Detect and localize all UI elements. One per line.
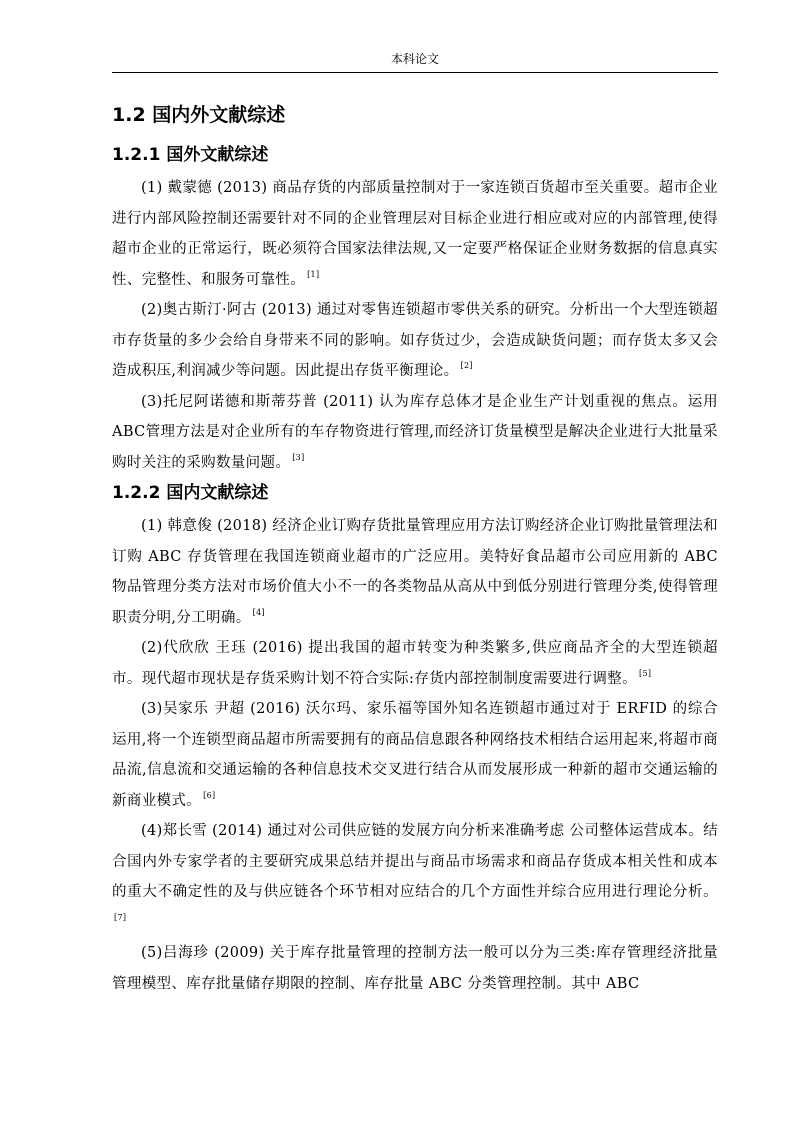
paragraph (112, 816, 718, 938)
citation-marker: [1] (307, 269, 320, 279)
subsection-heading-foreign: 1.2.1 国外文献综述 (112, 145, 269, 165)
running-header: 本科论文 (390, 52, 439, 66)
citation-marker: [7] (114, 912, 127, 922)
paragraph-text: (3)托尼阿诺德和斯蒂芬普 (2011) 认为库存总体才是企业生产计划重视的焦点。运用ABC管理方法是对企业所有的车存物资进行管理,而经济订货量模型是解决企业进行大批量采购时关注的采购数量问题。 (112, 393, 718, 471)
section-heading: 1.2 国内外文献综述 (112, 104, 286, 126)
page-body (112, 100, 718, 999)
paragraph-text: (5)吕海珍 (2009) 关于库存批量管理的控制方法一般可以分为三类:库存管理经济批量管理模型、库存批量储存期限的控制、库存批量 ABC 分类管理控制。其中 ABC (112, 945, 718, 992)
citation-marker: [6] (203, 790, 216, 800)
header-rule (112, 72, 718, 73)
paragraph-text: (2)奥古斯汀·阿古 (2013) 通过对零售连锁超市零供关系的研究。分析出一个大型连锁超市存货量的多少会给自身带来不同的影响。如存货过少，会造成缺货问题；而存货太多又会造成积压,利润减少等问题。因此提出存货平衡理论。 (112, 302, 718, 379)
paragraph-text: (1) 韩意俊 (2018) 经济企业订购存货批量管理应用方法订购经济企业订购批量管理法和订购 ABC 存货管理在我国连锁商业超市的广泛应用。美特好食品超市公司应用新的 ABC 物品管理分类方法对市场价值大小不一的各类物品从高从中到低分别进行管理分类,使得管理职责分明,分工明确。 (112, 518, 718, 626)
paragraph-text: (1) 戴蒙德 (2013) 商品存货的内部质量控制对于一家连锁百货超市至关重要。超市企业进行内部风险控制还需要针对不同的企业管理层对目标企业进行相应或对应的内部管理,使得超市企业的正常运行，既必须符合国家法律法规,又一定要严格保证企业财务数据的信息真实性、完整性、和服务可靠性。 (112, 180, 718, 288)
paragraph (112, 694, 718, 816)
paragraph-text: (2)代欣欣 王珏 (2016) 提出我国的超市转变为种类繁多,供应商品齐全的大型连锁超市。现代超市现状是存货采购计划不符合实际:存货内部控制制度需要进行调整。 (112, 640, 718, 687)
paragraph (112, 511, 718, 633)
citation-marker: [3] (292, 452, 305, 462)
paragraph (112, 387, 718, 479)
paragraph (112, 173, 718, 295)
paragraph (112, 295, 718, 387)
paragraph (112, 633, 718, 694)
subsection-heading-domestic: 1.2.2 国内文献综述 (112, 483, 269, 503)
citation-marker: [4] (252, 607, 265, 617)
paragraph (112, 938, 718, 999)
citation-marker: [2] (460, 361, 473, 370)
paragraph-text: (3)吴家乐 尹超 (2016) 沃尔玛、家乐福等国外知名连锁超市通过对于 ERFID 的综合运用,将一个连锁型商品超市所需要拥有的商品信息跟各种网络技术相结合运用起来,将超市商品流,信息流和交通运输的各种信息技术交叉进行结合从而发展形成一种新的超市交通运输的新商业模式。 (112, 701, 718, 809)
paragraph-text: (4)郑长雪 (2014) 通过对公司供应链的发展方向分析来准确考虑 公司整体运营成本。结合国内外专家学者的主要研究成果总结并提出与商品市场需求和商品存货成本相关性和成本的重大不确定性的及与供应链各个环节相对应结合的几个方面性并综合应用进行理论分析。 (112, 823, 718, 900)
citation-marker: [5] (638, 668, 652, 678)
